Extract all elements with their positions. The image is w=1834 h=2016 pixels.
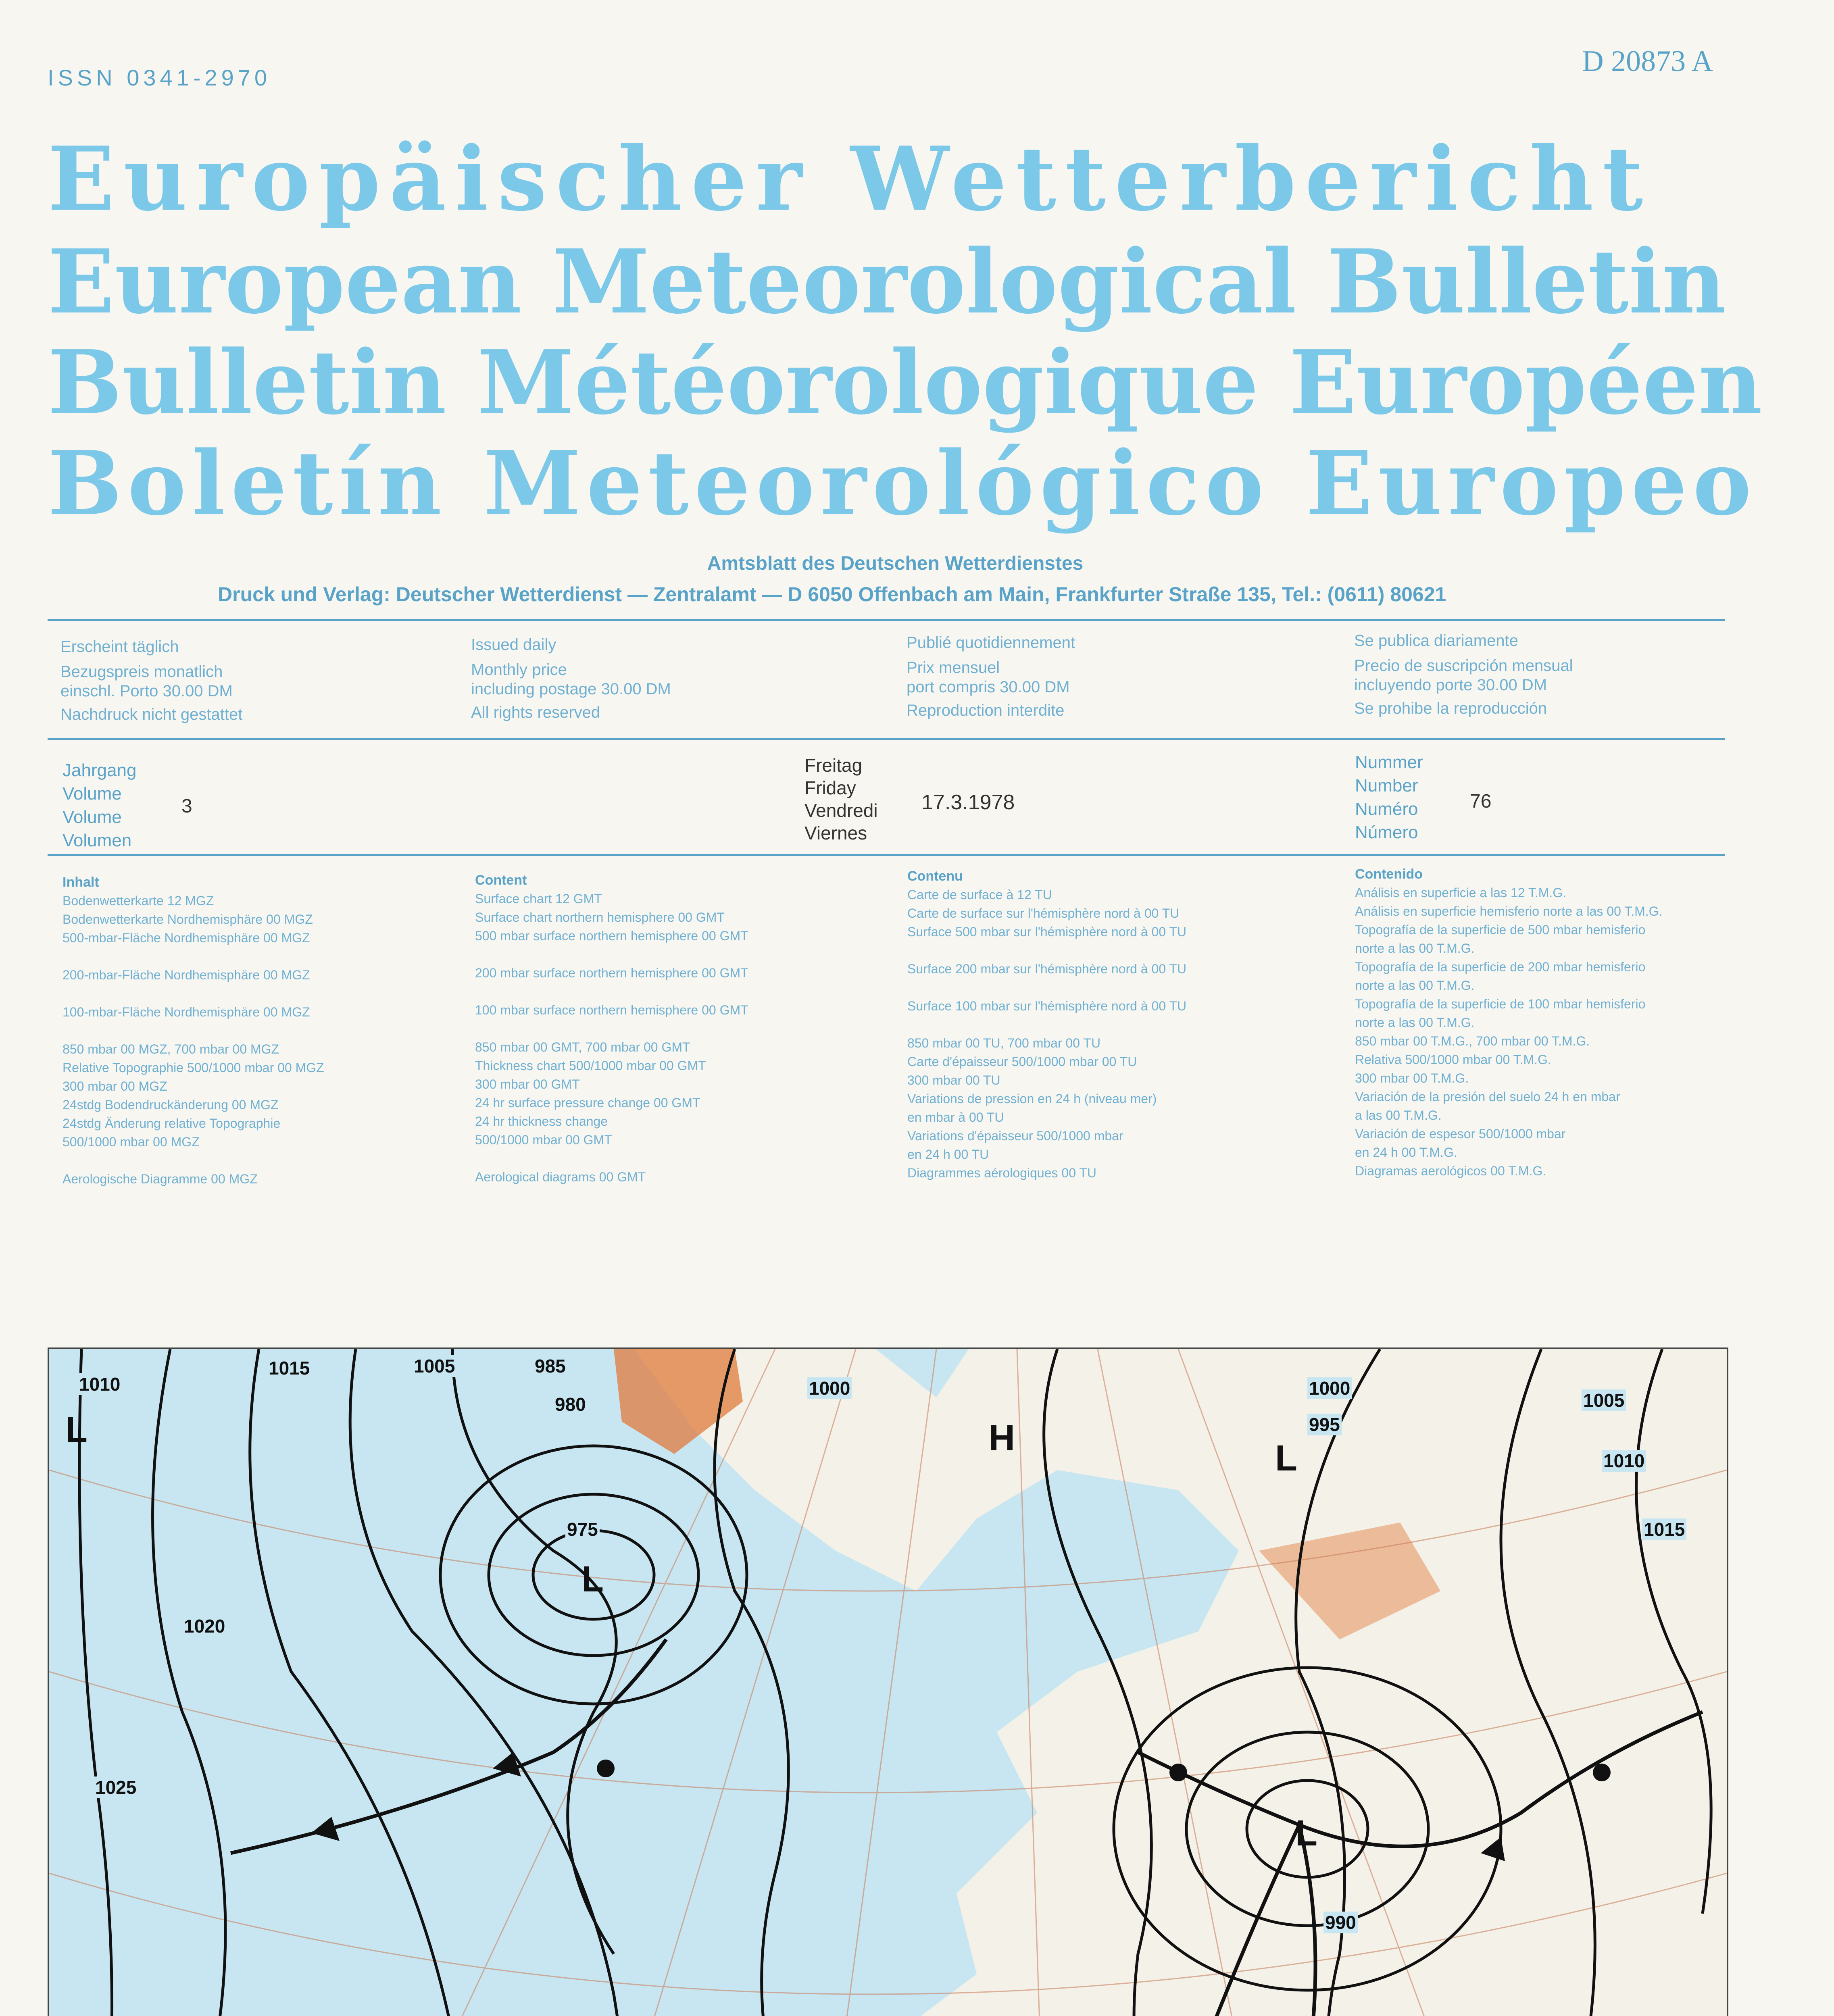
volume-value: 3: [181, 796, 192, 817]
contents-item: norte a las 00 T.M.G.: [1355, 941, 1475, 956]
issue-number: 76: [1470, 791, 1492, 812]
contents-item: en mbar à 00 TU: [907, 1110, 1004, 1125]
contents-item: Surface 200 mbar sur l'hémisphère nord à 00 TU: [907, 962, 1187, 976]
contents-item: 850 mbar 00 GMT, 700 mbar 00 GMT: [475, 1040, 690, 1054]
volume-labels: [63, 759, 136, 852]
isobar-label: 995: [1307, 1414, 1342, 1435]
info-text: Reproduction interdite: [907, 702, 1065, 719]
contents-item: Aerological diagrams 00 GMT: [475, 1170, 646, 1184]
info-english: [471, 635, 671, 722]
contents-item: Topografía de la superficie de 200 mbar hemisferio: [1355, 960, 1646, 974]
contents-item: Carte de surface à 12 TU: [907, 887, 1052, 902]
contents-item: Bodenwetterkarte Nordhemisphäre 00 MGZ: [63, 912, 313, 927]
contents-item: Diagrammes aérologiques 00 TU: [907, 1166, 1096, 1180]
isobar-label: 980: [553, 1393, 588, 1415]
volume-label: Jahrgang: [63, 760, 137, 780]
contents-item: Surface 500 mbar sur l'hémisphère nord à 00 TU: [907, 925, 1187, 939]
contents-item: Relativa 500/1000 mbar 00 T.M.G.: [1355, 1052, 1551, 1067]
contents-item: en 24 h 00 TU: [907, 1147, 989, 1162]
isobar-label: 1000: [1307, 1377, 1352, 1399]
contents-item: 500-mbar-Fläche Nordhemisphäre 00 MGZ: [63, 931, 310, 945]
info-text: Se prohibe la reproducción: [1354, 700, 1547, 717]
contents-item: 24 hr surface pressure change 00 GMT: [475, 1095, 700, 1110]
info-text: including postage 30.00 DM: [471, 680, 671, 698]
contents-item: 100-mbar-Fläche Nordhemisphäre 00 MGZ: [63, 1005, 310, 1019]
contents-item: 300 mbar 00 T.M.G.: [1355, 1071, 1469, 1085]
contents-item: norte a las 00 T.M.G.: [1355, 978, 1475, 993]
info-text: Erscheint täglich: [60, 638, 179, 656]
divider: [48, 854, 1725, 856]
isobar-label: 1000: [807, 1377, 852, 1399]
isobar-label: 1010: [1602, 1450, 1646, 1472]
info-text: port compris 30.00 DM: [907, 678, 1070, 696]
contents-item: Topografía de la superficie de 100 mbar hemisferio: [1355, 997, 1646, 1011]
info-text: Monthly price: [471, 661, 567, 679]
info-spanish: [1354, 631, 1573, 718]
contents-item: 24 hr thickness change: [475, 1114, 608, 1129]
day-label: Viernes: [804, 823, 867, 843]
low-pressure-center: L: [65, 1410, 88, 1450]
contents-heading: Contenido: [1355, 866, 1423, 882]
volume-label: Volumen: [63, 831, 132, 850]
contents-item: 200 mbar surface northern hemisphere 00 GMT: [475, 966, 748, 980]
day-labels: [804, 754, 878, 844]
low-pressure-center: L: [1295, 1813, 1317, 1854]
issn-label: ISSN 0341-2970: [48, 65, 271, 90]
contents-item: Diagramas aerológicos 00 T.M.G.: [1355, 1164, 1546, 1178]
day-label: Friday: [804, 777, 856, 798]
contents-item: norte a las 00 T.M.G.: [1355, 1015, 1475, 1030]
contents-item: 100 mbar surface northern hemisphere 00 GMT: [475, 1003, 748, 1017]
contents-item: 24stdg Bodendruckänderung 00 MGZ: [63, 1098, 279, 1112]
isobar-label: 1010: [77, 1373, 122, 1395]
contents-heading: Inhalt: [63, 875, 99, 890]
isobar-label: 1020: [182, 1615, 227, 1637]
title-english: European Meteorological Bulletin: [48, 230, 1726, 333]
divider: [48, 619, 1725, 621]
map-labels-layer: [49, 1349, 1727, 2016]
publisher-line: Druck und Verlag: Deutscher Wetterdienst — Zentralamt — D 6050 Offenbach am Main, Frankfurter Straße 135, Tel.: (0611) 80621: [218, 583, 1446, 606]
info-text: All rights reserved: [471, 704, 600, 721]
high-pressure-center: H: [989, 1418, 1015, 1458]
contents-item: Thickness chart 500/1000 mbar 00 GMT: [475, 1058, 706, 1073]
contents-item: 300 mbar 00 MGZ: [63, 1079, 167, 1093]
contents-item: Carte de surface sur l'hémisphère nord à 00 TU: [907, 906, 1180, 921]
isobar-label: 1005: [412, 1355, 456, 1377]
number-label: Nummer: [1355, 752, 1423, 772]
document-number: D 20873 A: [1582, 45, 1713, 78]
contents-item: 850 mbar 00 MGZ, 700 mbar 00 MGZ: [63, 1042, 279, 1056]
title-german: Europäischer Wetterbericht: [48, 127, 1652, 231]
contents-item: Variación de la presión del suelo 24 h en mbar: [1355, 1089, 1620, 1104]
surface-weather-map: [48, 1347, 1728, 2016]
number-label: Numéro: [1355, 799, 1418, 819]
low-pressure-center: L: [1275, 1438, 1297, 1479]
contents-item: Surface chart northern hemisphere 00 GMT: [475, 910, 725, 925]
contents-item: 500/1000 mbar 00 MGZ: [63, 1135, 200, 1149]
contents-item: 500 mbar surface northern hemisphere 00 GMT: [475, 929, 748, 943]
contents-heading: Contenu: [907, 868, 963, 884]
contents-item: Surface 100 mbar sur l'hémisphère nord à 00 TU: [907, 999, 1187, 1013]
contents-item: Análisis en superficie a las 12 T.M.G.: [1355, 885, 1567, 900]
info-text: Issued daily: [471, 636, 556, 654]
info-text: incluyendo porte 30.00 DM: [1354, 676, 1547, 694]
info-text: Nachdruck nicht gestattet: [60, 706, 243, 723]
contents-item: 24stdg Änderung relative Topographie: [63, 1116, 281, 1131]
contents-item: 300 mbar 00 TU: [907, 1073, 1000, 1087]
day-label: Freitag: [804, 755, 863, 776]
contents-english: [475, 871, 748, 1186]
info-french: [907, 633, 1075, 720]
isobar-label: 990: [1323, 1912, 1358, 1933]
title-french: Bulletin Météorologique Européen: [48, 331, 1763, 434]
amtsblatt-line: Amtsblatt des Deutschen Wetterdienstes: [707, 553, 1084, 574]
contents-item: en 24 h 00 T.M.G.: [1355, 1145, 1457, 1160]
contents-item: 200-mbar-Fläche Nordhemisphäre 00 MGZ: [63, 968, 310, 982]
info-text: Publié quotidiennement: [907, 634, 1075, 652]
contents-item: 850 mbar 00 T.M.G., 700 mbar 00 T.M.G.: [1355, 1034, 1590, 1048]
contents-item: Aerologische Diagramme 00 MGZ: [63, 1172, 258, 1186]
day-label: Vendredi: [804, 800, 878, 821]
contents-item: 850 mbar 00 TU, 700 mbar 00 TU: [907, 1036, 1101, 1050]
issue-date: 17.3.1978: [921, 791, 1015, 814]
title-spanish: Boletín Meteorológico Europeo: [48, 432, 1757, 535]
contents-item: Relative Topographie 500/1000 mbar 00 MGZ: [63, 1060, 324, 1075]
low-pressure-center: L: [581, 1559, 604, 1599]
divider: [48, 738, 1725, 740]
contents-french: [907, 867, 1186, 1182]
contents-item: Surface chart 12 GMT: [475, 891, 602, 906]
isobar-label: 1015: [1642, 1518, 1686, 1540]
isobar-label: 1025: [94, 1776, 138, 1798]
contents-item: Carte d'épaisseur 500/1000 mbar 00 TU: [907, 1054, 1137, 1069]
info-german: [60, 637, 242, 724]
isobar-label: 985: [533, 1355, 567, 1377]
contents-item: a las 00 T.M.G.: [1355, 1108, 1442, 1123]
contents-item: Análisis en superficie hemisferio norte a las 00 T.M.G.: [1355, 904, 1663, 918]
contents-german: [63, 873, 324, 1188]
isobar-label: 975: [565, 1518, 600, 1540]
volume-label: Volume: [63, 807, 122, 827]
isobar-label: 1005: [1582, 1389, 1626, 1411]
info-text: Se publica diariamente: [1354, 632, 1518, 650]
contents-heading: Content: [475, 873, 527, 888]
contents-item: Variación de espesor 500/1000 mbar: [1355, 1127, 1566, 1141]
contents-spanish: [1355, 865, 1662, 1180]
number-labels: [1355, 751, 1423, 844]
info-text: Bezugspreis monatlich: [60, 663, 223, 681]
info-text: Prix mensuel: [907, 659, 1000, 677]
contents-item: Variations d'épaisseur 500/1000 mbar: [907, 1129, 1123, 1143]
isobar-label: 1015: [267, 1357, 311, 1379]
number-label: Number: [1355, 776, 1418, 796]
info-text: Precio de suscripción mensual: [1354, 657, 1573, 675]
contents-item: 500/1000 mbar 00 GMT: [475, 1133, 612, 1147]
contents-item: Bodenwetterkarte 12 MGZ: [63, 893, 214, 908]
volume-label: Volume: [63, 784, 122, 804]
info-text: einschl. Porto 30.00 DM: [60, 682, 233, 700]
contents-item: 300 mbar 00 GMT: [475, 1077, 580, 1091]
contents-item: Topografía de la superficie de 500 mbar hemisferio: [1355, 923, 1646, 937]
contents-item: Variations de pression en 24 h (niveau mer): [907, 1091, 1157, 1106]
number-label: Número: [1355, 823, 1418, 842]
